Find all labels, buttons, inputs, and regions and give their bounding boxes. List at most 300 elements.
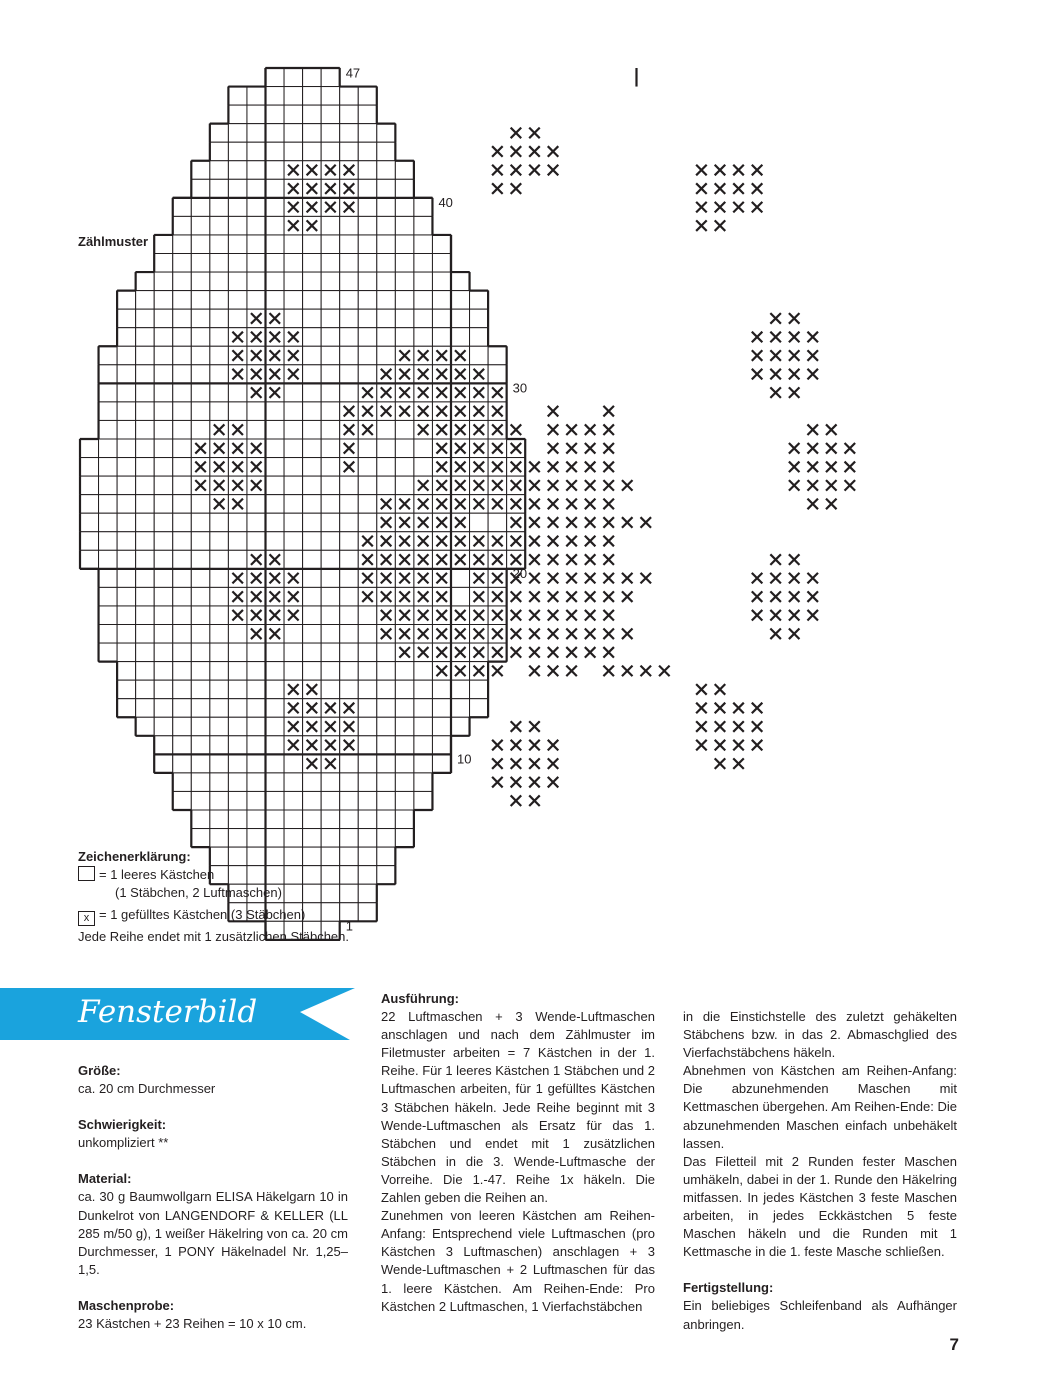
chart-cell	[395, 754, 414, 773]
chart-cell	[303, 68, 322, 87]
chart-cell	[358, 643, 377, 662]
chart-cell	[321, 68, 340, 87]
filled-cell-mark	[622, 517, 633, 528]
legend	[78, 848, 349, 946]
chart-cell	[228, 254, 247, 273]
chart-cell	[377, 216, 396, 235]
chart-cell	[210, 754, 229, 773]
chart-cell	[340, 829, 359, 848]
chart-cell	[247, 736, 266, 755]
chart-cell	[117, 643, 136, 662]
chart-cell	[117, 532, 136, 551]
chart-cell	[80, 439, 99, 458]
chart-cell	[228, 625, 247, 644]
filled-cell-mark	[603, 462, 614, 473]
filled-cell-mark	[566, 499, 577, 510]
filled-cell-mark	[548, 629, 559, 640]
chart-cell	[321, 680, 340, 699]
chart-cell	[117, 458, 136, 477]
chart-cell	[377, 773, 396, 792]
filled-cell-mark	[548, 758, 559, 769]
chart-cell	[303, 773, 322, 792]
filled-cell-mark	[789, 573, 800, 584]
chart-cell	[173, 513, 192, 532]
chart-cell	[321, 328, 340, 347]
filled-cell-mark	[770, 591, 781, 602]
chart-cell	[395, 458, 414, 477]
filled-cell-mark	[789, 369, 800, 380]
filled-cell-mark	[511, 758, 522, 769]
filled-cell-mark	[622, 573, 633, 584]
filled-cell-mark	[566, 629, 577, 640]
chart-cell	[191, 587, 210, 606]
chart-cell	[173, 383, 192, 402]
chart-cell	[247, 235, 266, 254]
chart-cell	[321, 606, 340, 625]
filled-cell-mark	[529, 758, 540, 769]
difficulty-heading: Schwierigkeit:	[78, 1117, 167, 1133]
chart-cell	[395, 216, 414, 235]
filled-cell-mark	[807, 480, 818, 491]
chart-cell	[228, 291, 247, 310]
chart-cell	[80, 532, 99, 551]
chart-cell	[377, 866, 396, 885]
filled-cell-mark	[603, 629, 614, 640]
instructions-p5: Das Filetteil mit 2 Runden fester Maschen umhäkeln, dabei in der 1. Runde den Häkelring mitfassen. In jedes Kästchen 3 feste Maschen arbeiten, in jedes Eckkästchen 5 feste Maschen häkeln und die Runden mit 1 Kettmasche in die 1. feste Masche schließen.	[683, 1153, 957, 1260]
chart-cell	[358, 235, 377, 254]
chart-cell	[117, 383, 136, 402]
filled-cell-mark	[789, 332, 800, 343]
chart-cell	[136, 383, 155, 402]
chart-cell	[321, 254, 340, 273]
filled-cell-mark	[548, 573, 559, 584]
chart-cell	[266, 643, 285, 662]
chart-cell	[321, 420, 340, 439]
chart-cell	[358, 87, 377, 106]
chart-cell	[117, 365, 136, 384]
chart-cell	[191, 625, 210, 644]
chart-cell	[303, 643, 322, 662]
chart-cell	[228, 829, 247, 848]
chart-cell	[284, 142, 303, 161]
chart-cell	[303, 476, 322, 495]
chart-cell	[191, 699, 210, 718]
chart-cell	[395, 439, 414, 458]
filled-cell-mark	[603, 424, 614, 435]
chart-cell	[266, 235, 285, 254]
chart-cell	[321, 662, 340, 681]
chart-cell	[210, 550, 229, 569]
filled-cell-mark	[807, 499, 818, 510]
chart-cell	[173, 495, 192, 514]
filled-cell-mark	[752, 202, 763, 213]
chart-cell	[136, 625, 155, 644]
chart-cell	[191, 328, 210, 347]
chart-cell	[266, 291, 285, 310]
column-2	[381, 990, 655, 1316]
chart-cell	[173, 643, 192, 662]
chart-cell	[414, 662, 433, 681]
chart-cell	[228, 532, 247, 551]
chart-cell	[432, 699, 451, 718]
chart-cell	[99, 346, 118, 365]
chart-cell	[99, 550, 118, 569]
chart-cell	[173, 606, 192, 625]
chart-cell	[266, 532, 285, 551]
chart-cell	[321, 532, 340, 551]
instructions-heading: Ausführung:	[381, 991, 459, 1006]
chart-cell	[191, 272, 210, 291]
chart-cell	[154, 383, 173, 402]
chart-cell	[340, 254, 359, 273]
chart-cell	[358, 198, 377, 217]
filled-cell-mark	[752, 350, 763, 361]
chart-cell	[210, 643, 229, 662]
chart-cell	[358, 903, 377, 922]
chart-cell	[395, 179, 414, 198]
chart-cell	[154, 458, 173, 477]
chart-cell	[191, 717, 210, 736]
filled-cell-mark	[603, 480, 614, 491]
chart-cell	[117, 606, 136, 625]
filled-cell-mark	[585, 536, 596, 547]
chart-cell	[358, 254, 377, 273]
chart-cell	[395, 476, 414, 495]
filled-cell-mark	[566, 443, 577, 454]
chart-cell	[451, 717, 470, 736]
chart-cell	[247, 179, 266, 198]
chart-cell	[191, 161, 210, 180]
filled-cell-mark	[529, 517, 540, 528]
filled-cell-mark	[529, 740, 540, 751]
chart-cell	[395, 309, 414, 328]
chart-cell	[247, 680, 266, 699]
filled-cell-mark	[752, 740, 763, 751]
filled-cell-mark	[603, 517, 614, 528]
filled-cell-mark	[789, 387, 800, 398]
filled-cell-mark	[733, 165, 744, 176]
chart-cell	[377, 346, 396, 365]
filled-cell-mark	[529, 165, 540, 176]
filled-cell-mark	[548, 666, 559, 677]
filled-cell-mark	[529, 128, 540, 139]
chart-cell	[414, 458, 433, 477]
filled-cell-mark	[529, 554, 540, 565]
material-text: ca. 30 g Baumwollgarn ELISA Häkelgarn 10 in Dunkelrot von LANGENDORF & KELLER (LL 285 m/50 g), 1 weißer Häkelring von ca. 20 cm Durchmesser, 1 PONY Häkelnadel Nr. 1,25–1,5.	[78, 1189, 348, 1277]
filled-cell-mark	[548, 591, 559, 602]
row-number-label: 30	[512, 380, 528, 396]
chart-cell	[154, 550, 173, 569]
chart-cell	[247, 216, 266, 235]
chart-cell	[191, 179, 210, 198]
chart-cell	[377, 754, 396, 773]
chart-cell	[173, 680, 192, 699]
chart-cell	[99, 402, 118, 421]
filled-cell-mark	[529, 591, 540, 602]
chart-cell	[377, 328, 396, 347]
filled-cell-mark	[529, 480, 540, 491]
filled-cell-mark	[641, 517, 652, 528]
chart-cell	[303, 439, 322, 458]
chart-cell	[284, 532, 303, 551]
filled-cell-mark	[529, 462, 540, 473]
chart-cell	[395, 328, 414, 347]
chart-cell	[395, 736, 414, 755]
chart-cell	[99, 439, 118, 458]
chart-cell	[136, 569, 155, 588]
chart-cell	[321, 829, 340, 848]
chart-cell	[117, 328, 136, 347]
chart-cell	[228, 272, 247, 291]
chart-cell	[210, 402, 229, 421]
chart-cell	[321, 791, 340, 810]
chart-cell	[470, 680, 489, 699]
filled-cell-mark	[752, 591, 763, 602]
filled-cell-mark	[715, 165, 726, 176]
chart-cell	[358, 884, 377, 903]
chart-cell	[266, 216, 285, 235]
filled-cell-mark	[826, 443, 837, 454]
chart-cell	[266, 420, 285, 439]
chart-cell	[210, 829, 229, 848]
chart-cell	[321, 142, 340, 161]
chart-cell	[247, 754, 266, 773]
chart-cell	[432, 291, 451, 310]
chart-cell	[303, 420, 322, 439]
chart-cell	[303, 662, 322, 681]
chart-cell	[154, 754, 173, 773]
chart-cell	[377, 291, 396, 310]
chart-cell	[303, 625, 322, 644]
chart-cell	[173, 458, 192, 477]
chart-cell	[266, 717, 285, 736]
filled-cell-mark	[752, 165, 763, 176]
chart-cell	[321, 569, 340, 588]
chart-cell	[284, 383, 303, 402]
chart-cell	[358, 606, 377, 625]
chart-cell	[210, 309, 229, 328]
chart-cell	[191, 829, 210, 848]
chart-cell	[266, 254, 285, 273]
chart-cell	[451, 291, 470, 310]
chart-cell	[228, 402, 247, 421]
chart-cell	[451, 328, 470, 347]
chart-cell	[173, 791, 192, 810]
chart-cell	[136, 328, 155, 347]
filled-cell-mark	[492, 740, 503, 751]
chart-cell	[340, 142, 359, 161]
chart-cell	[191, 291, 210, 310]
chart-cell	[228, 513, 247, 532]
filled-cell-mark	[511, 610, 522, 621]
chart-cell	[414, 736, 433, 755]
chart-cell	[173, 346, 192, 365]
filled-cell-mark	[566, 666, 577, 677]
finishing-heading: Fertigstellung:	[683, 1280, 774, 1296]
chart-cell	[284, 495, 303, 514]
filled-cell-mark	[789, 462, 800, 473]
filled-cell-mark	[566, 573, 577, 584]
filled-cell-mark	[807, 462, 818, 473]
filled-cell-mark	[548, 517, 559, 528]
chart-cell	[284, 235, 303, 254]
filled-cell-mark	[752, 369, 763, 380]
legend-heading: Zeichenerklärung:	[78, 849, 191, 864]
chart-cell	[395, 235, 414, 254]
chart-cell	[266, 179, 285, 198]
filled-cell-mark	[826, 462, 837, 473]
chart-cell	[210, 810, 229, 829]
chart-cell	[154, 365, 173, 384]
chart-cell	[340, 309, 359, 328]
chart-cell	[358, 309, 377, 328]
chart-cell	[303, 532, 322, 551]
chart-cell	[210, 272, 229, 291]
filled-cell-mark	[566, 536, 577, 547]
chart-cell	[173, 662, 192, 681]
chart-cell	[395, 161, 414, 180]
chart-cell	[432, 254, 451, 273]
filled-cell-mark	[733, 183, 744, 194]
chart-cell	[173, 365, 192, 384]
chart-cell	[358, 291, 377, 310]
chart-cell	[340, 680, 359, 699]
chart-cell	[395, 791, 414, 810]
chart-cell	[154, 736, 173, 755]
chart-cell	[228, 773, 247, 792]
filled-cell-mark	[492, 777, 503, 788]
filled-cell-mark	[529, 536, 540, 547]
chart-cell	[154, 569, 173, 588]
chart-cell	[395, 680, 414, 699]
filled-cell-mark	[511, 591, 522, 602]
chart-cell	[117, 662, 136, 681]
chart-cell	[321, 625, 340, 644]
chart-cell	[303, 272, 322, 291]
filled-cell-mark	[492, 758, 503, 769]
chart-cell	[136, 550, 155, 569]
size-heading: Größe:	[78, 1063, 121, 1078]
chart-cell	[303, 495, 322, 514]
filled-cell-mark	[826, 499, 837, 510]
chart-cell	[154, 513, 173, 532]
chart-cell	[470, 291, 489, 310]
chart-cell	[99, 625, 118, 644]
chart-cell	[395, 254, 414, 273]
filled-cell-mark	[603, 406, 614, 417]
chart-cell	[99, 569, 118, 588]
chart-cell	[340, 105, 359, 124]
filled-cell-mark	[603, 554, 614, 565]
chart-cell	[470, 346, 489, 365]
filled-cell-mark	[789, 629, 800, 640]
chart-cell	[80, 458, 99, 477]
chart-cell	[117, 699, 136, 718]
chart-cell	[117, 569, 136, 588]
filled-cell-mark	[770, 573, 781, 584]
chart-cell	[414, 680, 433, 699]
chart-cell	[321, 810, 340, 829]
chart-cell	[173, 754, 192, 773]
column-1	[78, 1062, 348, 1333]
chart-cell	[191, 254, 210, 273]
chart-cell	[173, 272, 192, 291]
chart-cell	[321, 235, 340, 254]
chart-cell	[228, 105, 247, 124]
filled-cell-mark	[585, 610, 596, 621]
filled-cell-mark	[789, 591, 800, 602]
chart-cell	[117, 476, 136, 495]
size-text: ca. 20 cm Durchmesser	[78, 1081, 216, 1097]
chart-cell	[228, 643, 247, 662]
filled-cell-mark	[511, 777, 522, 788]
chart-cell	[321, 643, 340, 662]
chart-cell	[191, 198, 210, 217]
filled-cell-mark	[659, 666, 670, 677]
filled-cell-mark	[603, 499, 614, 510]
legend-empty-line1: = 1 leeres Kästchen	[99, 867, 215, 882]
filled-cell-mark	[807, 332, 818, 343]
chart-cell	[228, 736, 247, 755]
chart-cell	[191, 365, 210, 384]
chart-cell	[414, 254, 433, 273]
filled-cell-mark	[733, 703, 744, 714]
chart-cell	[136, 532, 155, 551]
chart-cell	[154, 346, 173, 365]
chart-cell	[284, 68, 303, 87]
filled-cell-mark	[622, 591, 633, 602]
chart-cell	[173, 625, 192, 644]
chart-cell	[377, 847, 396, 866]
filled-cell-mark	[585, 443, 596, 454]
chart-cell	[321, 495, 340, 514]
filled-cell-mark	[566, 647, 577, 658]
chart-cell	[284, 458, 303, 477]
chart-cell	[340, 662, 359, 681]
filled-cell-mark	[733, 721, 744, 732]
chart-cell	[358, 458, 377, 477]
chart-cell	[395, 773, 414, 792]
filled-cell-mark	[770, 610, 781, 621]
chart-cell	[358, 346, 377, 365]
chart-cell	[228, 179, 247, 198]
chart-cell	[266, 495, 285, 514]
chart-cell	[358, 142, 377, 161]
filled-cell-mark	[807, 424, 818, 435]
chart-cell	[247, 829, 266, 848]
chart-cell	[321, 513, 340, 532]
chart-cell	[154, 699, 173, 718]
chart-cell	[136, 513, 155, 532]
filled-cell-mark	[715, 758, 726, 769]
chart-cell	[284, 810, 303, 829]
filled-cell-mark	[566, 424, 577, 435]
chart-cell	[228, 235, 247, 254]
chart-cell	[284, 791, 303, 810]
chart-cell	[191, 402, 210, 421]
chart-cell	[210, 365, 229, 384]
chart-cell	[210, 662, 229, 681]
chart-cell	[432, 328, 451, 347]
chart-cell	[191, 420, 210, 439]
chart-cell	[358, 773, 377, 792]
chart-cell	[358, 328, 377, 347]
chart-cell	[377, 476, 396, 495]
chart-cell	[228, 383, 247, 402]
chart-cell	[377, 699, 396, 718]
chart-cell	[284, 829, 303, 848]
chart-cell	[173, 439, 192, 458]
